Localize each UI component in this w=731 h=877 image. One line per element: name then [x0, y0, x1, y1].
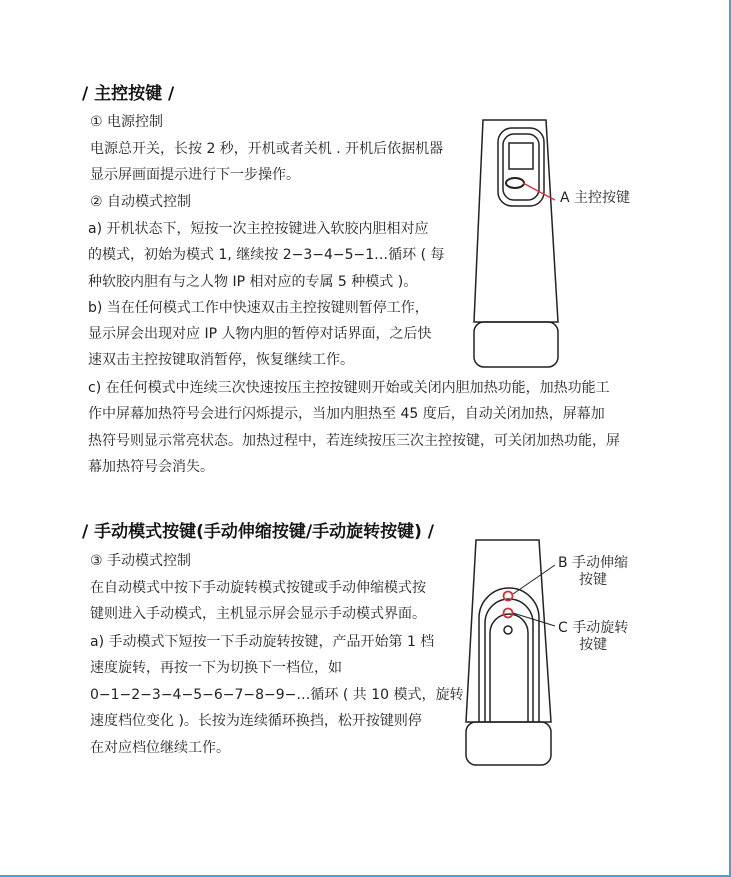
callout-b-line2: 按键	[579, 572, 608, 588]
callout-c-line1: C 手动旋转	[558, 620, 629, 636]
section2-heading: / 手动模式按键(手动伸缩按键/手动旋转按键) /	[82, 522, 435, 542]
item3-line: 速度旋转，再按一下为切换下一档位，如	[90, 660, 342, 676]
item2-title: ② 自动模式控制	[90, 194, 192, 210]
item2-line: 的模式，初始为模式 1, 继续按 2−3−4−5−1…循环 ( 每	[88, 247, 445, 263]
callout-b-label	[558, 555, 628, 589]
item1-title: ① 电源控制	[90, 114, 164, 130]
callout-c-label	[558, 620, 628, 654]
item3-line: 0−1−2−3−4−5−6−7−8−9−…循环 ( 共 10 模式，旋转	[90, 687, 464, 703]
inner-arch-2	[490, 614, 528, 722]
item2-line: c) 在任何模式中连续三次快速按压主控按键则开始或关闭内胆加热功能，加热功能工	[88, 380, 610, 396]
item2-line: 幕加热符号会消失。	[88, 459, 214, 475]
item2-line: b) 当在任何模式工作中快速双击主控按键则暂停工作，	[88, 300, 429, 316]
item2-line: 速双击主控按键取消暂停，恢复继续工作。	[88, 352, 354, 368]
item3-line: a) 手动模式下短按一下手动旋转按键，产品开始第 1 档	[90, 634, 435, 650]
rotation-button	[504, 609, 513, 618]
item2-line: a) 开机状态下，短按一次主控按键进入软胶内胆相对应	[88, 221, 429, 237]
item3-line: 速度档位变化 )。长按为连续循环换挡，松开按键则停	[90, 713, 422, 729]
callout-c-line2: 按键	[579, 637, 608, 653]
callout-line-b	[513, 565, 555, 594]
item3-line: 在自动模式中按下手动旋转模式按键或手动伸缩模式按	[90, 580, 426, 596]
item3-line: 键则进入手动模式，主机显示屏会显示手动模式界面。	[90, 606, 426, 622]
item2-line: 种软胶内胆有与之人物 IP 相对应的专属 5 种模式 )。	[88, 274, 418, 290]
item2-line: 作中屏幕加热符号会进行闪烁提示，当加内胆热至 45 度后，自动关闭加热，屏幕加	[88, 406, 605, 422]
item1-line: 显示屏画面提示进行下一步操作。	[90, 167, 300, 183]
device-base-2	[466, 722, 551, 765]
callout-line-c	[513, 613, 555, 626]
item1-line: 电源总开关，长按 2 秒，开机或者关机 . 开机后依据机器	[90, 141, 444, 157]
section1-heading: / 主控按键 /	[82, 84, 175, 104]
item2-line: 热符号则显示常亮状态。加热过程中，若连续按压三次主控按键，可关闭加热功能，屏	[88, 433, 620, 449]
callout-a-label: A 主控按键	[560, 190, 631, 206]
item2-line: 显示屏会出现对应 IP 人物内胆的暂停对话界面，之后快	[88, 326, 432, 342]
item3-title: ③ 手动模式控制	[90, 553, 192, 569]
lower-button	[504, 626, 512, 634]
callout-b-line1: B 手动伸缩	[558, 555, 629, 571]
item3-line: 在对应档位继续工作。	[90, 740, 230, 756]
